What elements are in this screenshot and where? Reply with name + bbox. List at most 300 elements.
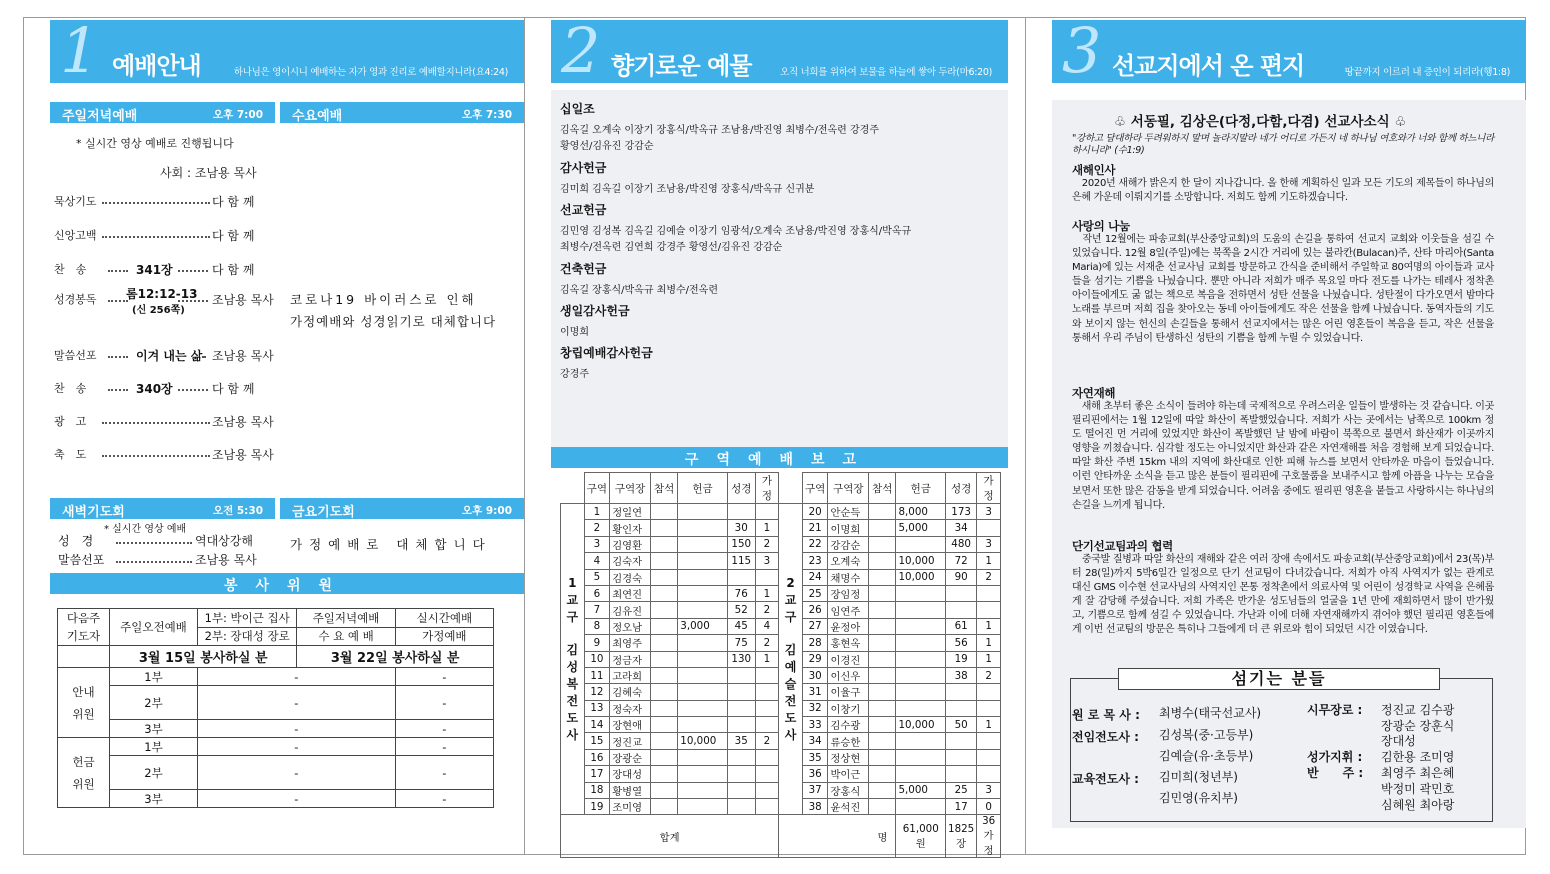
cell: 1 — [755, 585, 779, 601]
cell: 류승한 — [828, 733, 869, 749]
cell: 윤석진 — [828, 799, 869, 815]
cell: 5 — [584, 569, 610, 585]
cell — [650, 684, 677, 700]
cell: 72 — [946, 553, 977, 569]
table-row — [561, 473, 1001, 504]
cell: 장임정 — [828, 585, 869, 601]
column-header: 성경 — [946, 473, 977, 504]
cell: 31 — [802, 684, 828, 700]
letter-section-text: 2020년 새해가 밝은지 한 달이 지나갑니다. 올 한해 계획하신 일과 모든 기도의 제목들이 하나님의 은혜 가운데 이뤄지기를 소망합니다. 저희도 함께 기도하겠습니다. — [1072, 178, 1494, 204]
order-value: 역대상강해 — [195, 534, 253, 548]
cell — [678, 553, 728, 569]
dot-leader — [108, 389, 128, 391]
cell: 기도자 — [66, 629, 101, 643]
cell: 75 — [727, 635, 755, 651]
cell: 24 — [802, 569, 828, 585]
cell: 1 — [755, 651, 779, 667]
serve-title: 봉사위원 — [223, 578, 351, 594]
cell: - — [197, 668, 395, 686]
letter-quote: "강하고 담대하라 두려워하지 말며 놀라지말라 네가 어디로 가든지 네 하나님 여호와가 너와 함께 하느니라 하시니라" (수1:9) — [1072, 133, 1494, 156]
cell: 1 — [977, 618, 1001, 634]
cell: 1부 — [110, 668, 198, 686]
cell: 173 — [946, 504, 977, 520]
cell — [755, 799, 779, 815]
group-char: 교 — [566, 592, 579, 607]
cell: 1 — [977, 635, 1001, 651]
group-char: 도 — [566, 710, 579, 725]
cell — [650, 553, 677, 569]
cell: 정오남 — [610, 618, 651, 634]
cell — [755, 749, 779, 765]
cell: 9 — [584, 635, 610, 651]
offering-category: 십일조 — [560, 102, 595, 116]
cell — [561, 473, 585, 504]
cell: 박이근 — [828, 766, 869, 782]
cell — [869, 536, 896, 552]
cell: 명 — [779, 815, 896, 858]
group-char: 성 — [566, 659, 579, 674]
cell: 1 — [977, 717, 1001, 733]
cell: 6 — [584, 585, 610, 601]
panel-header — [1052, 14, 1526, 87]
cell — [896, 667, 946, 683]
cell — [727, 749, 755, 765]
order-leader: 다 함 께 — [212, 195, 255, 209]
cell: 8 — [584, 618, 610, 634]
letter-section-title: 단기선교팀과의 협력 — [1072, 539, 1173, 553]
cell: 주일오전예배 — [110, 609, 198, 646]
column-header: 참석 — [869, 473, 896, 504]
cell — [946, 700, 977, 716]
staff-role: 교육전도사 : — [1072, 772, 1139, 786]
cell: 5,000 — [896, 782, 946, 798]
cell — [896, 602, 946, 618]
cell: 오계숙 — [828, 553, 869, 569]
cell — [869, 504, 896, 520]
cell — [650, 585, 677, 601]
letter-heading: ♧ 서동필, 김상은(다정,다함,다겸) 선교사소식 ♧ — [1114, 114, 1407, 130]
cell — [650, 717, 677, 733]
cell: 18 — [584, 782, 610, 798]
dot-leader — [102, 236, 210, 238]
cell: 150 — [727, 536, 755, 552]
cell: 11 — [584, 667, 610, 683]
cell — [678, 799, 728, 815]
letter-section-title: 사랑의 나눔 — [1072, 219, 1130, 233]
cell: 10,000 — [896, 553, 946, 569]
section-number: 3 — [1062, 14, 1102, 87]
group-char: 교 — [784, 592, 797, 607]
cell: 장홍식 — [828, 782, 869, 798]
cell: 30 — [802, 667, 828, 683]
offering-names: 최병수/전옥련 김연희 강경주 황영선/김유진 강감순 — [560, 242, 783, 253]
section-title: 예배안내 — [112, 52, 201, 80]
cell: 헌금 — [72, 754, 95, 769]
staff-name: 정진교 김수광 — [1381, 703, 1455, 717]
cell: 3부 — [110, 790, 198, 808]
cell: 김유진 — [610, 602, 651, 618]
cell: 19 — [946, 651, 977, 667]
section-verse: 하나님은 영이시니 예배하는 자가 영과 진리로 예배할지니라(요4:24) — [233, 67, 508, 78]
group-char — [563, 626, 582, 642]
column-header: 헌금 — [678, 473, 728, 504]
cell — [650, 766, 677, 782]
cell — [977, 585, 1001, 601]
group-char — [781, 626, 800, 642]
cell: 3월 22일 봉사하실 분 — [297, 646, 494, 668]
friday-bar — [280, 498, 524, 519]
cell — [727, 766, 755, 782]
offering-category: 생일감사헌금 — [560, 304, 630, 318]
cell: 3 — [584, 536, 610, 552]
group-char: 2 — [786, 575, 795, 590]
cell — [896, 618, 946, 634]
cell — [650, 569, 677, 585]
cell: 32 — [802, 700, 828, 716]
cell: - — [395, 790, 493, 808]
cell — [727, 717, 755, 733]
cell — [869, 553, 896, 569]
order-key: 성경봉독 — [54, 293, 97, 306]
cell: 2 — [977, 569, 1001, 585]
group-char: 1 — [568, 575, 577, 590]
cell — [869, 782, 896, 798]
cell: 90 — [946, 569, 977, 585]
order-key: 찬 송 — [54, 382, 87, 395]
cell: 위원 — [72, 776, 95, 791]
cell — [650, 635, 677, 651]
cell — [727, 782, 755, 798]
cell: 3 — [977, 504, 1001, 520]
cell: - — [197, 756, 395, 790]
cell: 61 — [946, 618, 977, 634]
cell: 김영환 — [610, 536, 651, 552]
cell — [869, 635, 896, 651]
zone-title: 구역예배보고 — [684, 452, 875, 468]
cell — [650, 651, 677, 667]
section-number: 2 — [561, 14, 601, 87]
group-char: 전 — [784, 693, 797, 708]
dot-leader — [102, 422, 210, 424]
cell: 76 — [727, 585, 755, 601]
cell: 34 — [802, 733, 828, 749]
cell: 1 — [977, 553, 1001, 569]
staff-name: 김민영(유치부) — [1159, 791, 1238, 805]
cell: 13 — [584, 700, 610, 716]
cell: - — [197, 790, 395, 808]
cell: 안순득 — [828, 504, 869, 520]
cell: 주일저녁예배 — [297, 609, 395, 628]
group-char: 사 — [566, 727, 579, 742]
column-header: 성경 — [727, 473, 755, 504]
cell — [896, 733, 946, 749]
cell: 2부: 장대성 장로 — [197, 627, 296, 646]
cell — [896, 700, 946, 716]
order-key: 성 경 — [58, 534, 94, 548]
staff-name: 김한용 조미영 — [1381, 750, 1455, 764]
cell: 2 — [755, 536, 779, 552]
cell: - — [395, 686, 493, 720]
cell: 38 — [802, 799, 828, 815]
cell: 2 — [755, 733, 779, 749]
letter-section-text: 중국발 질병과 따알 화산의 재해와 같은 여러 장애 속에서도 파송교회(부산중앙교회)에서 23(목)부터 28(일)까지 5박6일간 일정으로 단기 선교팀이 다녀갔습니다. 저희가 아직 사역지가 없는 관계로 대신 GMS 이수현 선교사님의 사역지인 몬통 정착촌에서 의료사역 및 어린이 성경학교 사역을 은혜롭게 잘 감당해 주셨습니다. 저희 가족은 반가운 성도님들의 얼굴을 1년 만에 재회하면서 많이 반가웠고, 기쁨으로 함께 섬길 수 있었습니다. 가난과 이에 더해 자연재해까지 겪어야 했던 필리핀 영혼들에게 이번 선교팀의 방문은 특히나 그들에게 더 큰 위로와 힘이 되었던 시간 이였습니다. — [1072, 554, 1494, 636]
cell — [727, 569, 755, 585]
wednesday-notice: 가정예배와 성경읽기로 대체합니다 — [290, 314, 497, 329]
cell — [650, 733, 677, 749]
group-char: 전 — [566, 693, 579, 708]
cell: 130 — [727, 651, 755, 667]
order-leader: 다 함 께 — [212, 382, 255, 396]
order-value: 롬12:12-13 — [126, 287, 198, 301]
cell: 3월 15일 봉사하실 분 — [110, 646, 297, 668]
cell: 김경숙 — [610, 569, 651, 585]
cell: 27 — [802, 618, 828, 634]
column-header: 가정 — [977, 473, 1001, 504]
cell — [896, 536, 946, 552]
offering-category: 선교헌금 — [560, 203, 607, 217]
zone-table — [560, 472, 1001, 858]
cell — [977, 700, 1001, 716]
dot-leader — [178, 300, 208, 302]
offering-names: 황영선/김유진 강감순 — [560, 141, 654, 152]
offering-names: 김옥길 장홍식/박옥규 최병수/전옥련 — [560, 285, 718, 296]
cell — [977, 602, 1001, 618]
cell: 이명희 — [828, 520, 869, 536]
service-time: 오후 7:00 — [212, 109, 263, 121]
cell — [678, 585, 728, 601]
column-header: 가정 — [755, 473, 779, 504]
offering-names: 김민영 김성복 김옥길 김예슬 이장기 임광석/오계숙 조남용/박진영 장홍식/박옥규 — [560, 226, 912, 237]
cell — [977, 766, 1001, 782]
cell: 4 — [755, 618, 779, 634]
cell: 22 — [802, 536, 828, 552]
cell: 1부: 박이근 집사 — [197, 609, 296, 628]
staff-role: 전임전도사 : — [1072, 730, 1139, 744]
group-char: 구 — [566, 609, 579, 624]
cell — [869, 667, 896, 683]
cell: 45 — [727, 618, 755, 634]
cell: 장광순 — [610, 749, 651, 765]
cell — [727, 504, 755, 520]
column-header: 구역장 — [610, 473, 651, 504]
sum-label: 합계 — [561, 815, 779, 858]
cell — [678, 504, 728, 520]
cell — [896, 651, 946, 667]
letter-section-title: 새해인사 — [1072, 163, 1116, 177]
cell: 36 — [802, 766, 828, 782]
cell — [650, 602, 677, 618]
cell — [946, 602, 977, 618]
cell — [755, 504, 779, 520]
panel-header — [551, 14, 1008, 87]
service-title: 주일저녁예배 — [62, 109, 138, 124]
column-header: 구역 — [802, 473, 828, 504]
cell: 수 요 예 배 — [297, 627, 395, 646]
cell: 30 — [727, 520, 755, 536]
staff-role: 시무장로 : — [1307, 703, 1363, 717]
cell: 정진교 — [610, 733, 651, 749]
cell: 김수광 — [828, 717, 869, 733]
cell: 황인자 — [610, 520, 651, 536]
sunday-evening-bar — [50, 102, 275, 123]
cell: 2부 — [110, 756, 198, 790]
cell: 2 — [977, 667, 1001, 683]
cell: 홍현옥 — [828, 635, 869, 651]
cell: 7 — [584, 602, 610, 618]
cell — [869, 749, 896, 765]
host: 사회 : 조남용 목사 — [160, 166, 257, 180]
cell: 4 — [584, 553, 610, 569]
cell — [869, 602, 896, 618]
cell — [650, 520, 677, 536]
section-verse: 오직 너희를 위하여 보물을 하늘에 쌓아 두라(마6:20) — [780, 67, 992, 78]
cell — [727, 700, 755, 716]
group-char: 슬 — [784, 676, 797, 691]
cell — [678, 717, 728, 733]
cell: 2 — [755, 602, 779, 618]
staff-name: 김성복(중·고등부) — [1159, 728, 1254, 742]
order-leader: 조남용 목사 — [212, 349, 274, 363]
wednesday-bar — [280, 102, 524, 123]
cell: - — [395, 738, 493, 756]
offering-names: 김미희 김옥길 이장기 조남용/박진영 장홍식/박옥규 신귀분 — [560, 184, 815, 195]
cell: 12 — [584, 684, 610, 700]
cell — [977, 749, 1001, 765]
cell: 10 — [584, 651, 610, 667]
column-header: 헌금 — [896, 473, 946, 504]
cell — [650, 700, 677, 716]
wednesday-notice: 코로나19 바이러스로 인해 — [290, 292, 477, 307]
cell — [727, 684, 755, 700]
cell — [755, 700, 779, 716]
group-char: 도 — [784, 710, 797, 725]
cell: 33 — [802, 717, 828, 733]
divider — [1025, 17, 1026, 855]
cell — [869, 700, 896, 716]
cell: 장현애 — [610, 717, 651, 733]
cell: - — [197, 720, 395, 738]
group-label — [561, 504, 585, 815]
section-title: 선교지에서 온 편지 — [1112, 52, 1305, 80]
dot-leader — [116, 542, 192, 544]
sum-value: 61,000원 — [896, 815, 946, 858]
cell: 정숙자 — [610, 700, 651, 716]
cell: 정금자 — [610, 651, 651, 667]
cell: 다음주 — [66, 611, 101, 625]
cell — [946, 585, 977, 601]
staff-name: 최병수(태국선교사) — [1159, 706, 1262, 720]
order-key: 묵상기도 — [54, 195, 97, 208]
column-header: 구역장 — [828, 473, 869, 504]
cell: 김숙자 — [610, 553, 651, 569]
cell — [946, 684, 977, 700]
order-key: 신앙고백 — [54, 229, 97, 242]
cell: 황병열 — [610, 782, 651, 798]
cell: 34 — [946, 520, 977, 536]
cell: 35 — [727, 733, 755, 749]
group-char: 사 — [784, 727, 797, 742]
cell: 28 — [802, 635, 828, 651]
cell: 10,000 — [896, 569, 946, 585]
cell — [896, 766, 946, 782]
cell: 임연주 — [828, 602, 869, 618]
service-time: 오전 5:30 — [212, 505, 263, 517]
cell — [650, 667, 677, 683]
group-char: 김 — [784, 642, 797, 657]
offering-category: 건축헌금 — [560, 262, 607, 276]
cell — [678, 700, 728, 716]
sum-value: 1825장 — [946, 815, 977, 858]
order-key: 광 고 — [54, 415, 87, 428]
cell: 1 — [977, 651, 1001, 667]
cell — [755, 569, 779, 585]
cell: 김혜숙 — [610, 684, 651, 700]
service-time: 오후 9:00 — [461, 505, 512, 517]
group-char: 구 — [784, 609, 797, 624]
cell: 56 — [946, 635, 977, 651]
cell: 35 — [802, 749, 828, 765]
offering-category: 창립예배감사헌금 — [560, 346, 653, 360]
panel-header — [50, 14, 524, 87]
cell: 16 — [584, 749, 610, 765]
letter-section-text: 새해 초부터 좋은 소식이 들려야 하는데 국제적으로 우려스러운 일들이 발생하는 것 같습니다. 이곳 필리핀에서는 1월 12일에 따알 화산이 폭발했었습니다. 저희가 사는 곳에서는 남쪽으로 100km 정도 떨어진 먼 거리에 있었지만 화산이 폭발했던 날 밤에 바람이 북쪽으로 불면서 화산재가 이곳까지 영향을 끼쳤습니다. 심각할 정도는 아니었지만 화산과 같은 자연재해를 처음 경험해 보게 되었습니다. 따알 화산 주변 15km 내의 지역에 화산대로 인한 피해 뉴스를 보면서 안타까운 마음이 들었습니다. 이런 안타까운 소식을 듣고 많은 분들이 필리핀에 구호물품을 보내주시고 함께 아픔을 나누는 모습을 보면서 또한 많은 감동을 받게 되었습니다. 어려움 중에도 필리핀 영혼을 붙들고 사랑하시는 하나님의 손길을 느끼게 됩니다. — [1072, 401, 1494, 511]
cell — [977, 733, 1001, 749]
cell: 25 — [802, 585, 828, 601]
cell — [896, 635, 946, 651]
letter-section-title: 자연재해 — [1072, 386, 1116, 400]
cell: 가정예배 — [395, 627, 493, 646]
cell: 17 — [946, 799, 977, 815]
order-value: 341장 — [136, 263, 173, 277]
dot-leader — [178, 389, 208, 391]
dot-leader — [102, 455, 210, 457]
dot-leader — [116, 561, 192, 563]
cell: 실시간예배 — [395, 609, 493, 628]
cell: 이율구 — [828, 684, 869, 700]
serve-table — [57, 608, 494, 808]
dawn-bar — [50, 498, 275, 519]
section-verse: 땅끝까지 이르러 내 증인이 되리라(행1:8) — [1344, 67, 1510, 78]
cell: 38 — [946, 667, 977, 683]
column-header: 참석 — [650, 473, 677, 504]
cell: 115 — [727, 553, 755, 569]
order-key: 축 도 — [54, 448, 87, 461]
dot-leader — [102, 202, 210, 204]
staff-name: 심혜원 최아랑 — [1381, 798, 1455, 812]
cell: 조미영 — [610, 799, 651, 815]
cell — [755, 684, 779, 700]
cell — [869, 651, 896, 667]
cell — [650, 618, 677, 634]
order-value: 조남용 목사 — [195, 553, 257, 567]
staff-title: 섬기는 분들 — [1118, 668, 1440, 690]
cell — [678, 651, 728, 667]
cell — [678, 749, 728, 765]
cell: 5,000 — [896, 520, 946, 536]
cell — [946, 749, 977, 765]
cell — [896, 684, 946, 700]
group-char: 김 — [566, 642, 579, 657]
cell: - — [197, 738, 395, 756]
friday-notice: 가정예배로 대체합니다 — [290, 537, 492, 552]
cell: 정일연 — [610, 504, 651, 520]
cell — [977, 520, 1001, 536]
dot-leader — [108, 270, 128, 272]
cell — [678, 536, 728, 552]
cell — [896, 585, 946, 601]
service-title: 수요예배 — [292, 109, 343, 124]
service-title: 금요기도회 — [292, 505, 355, 520]
